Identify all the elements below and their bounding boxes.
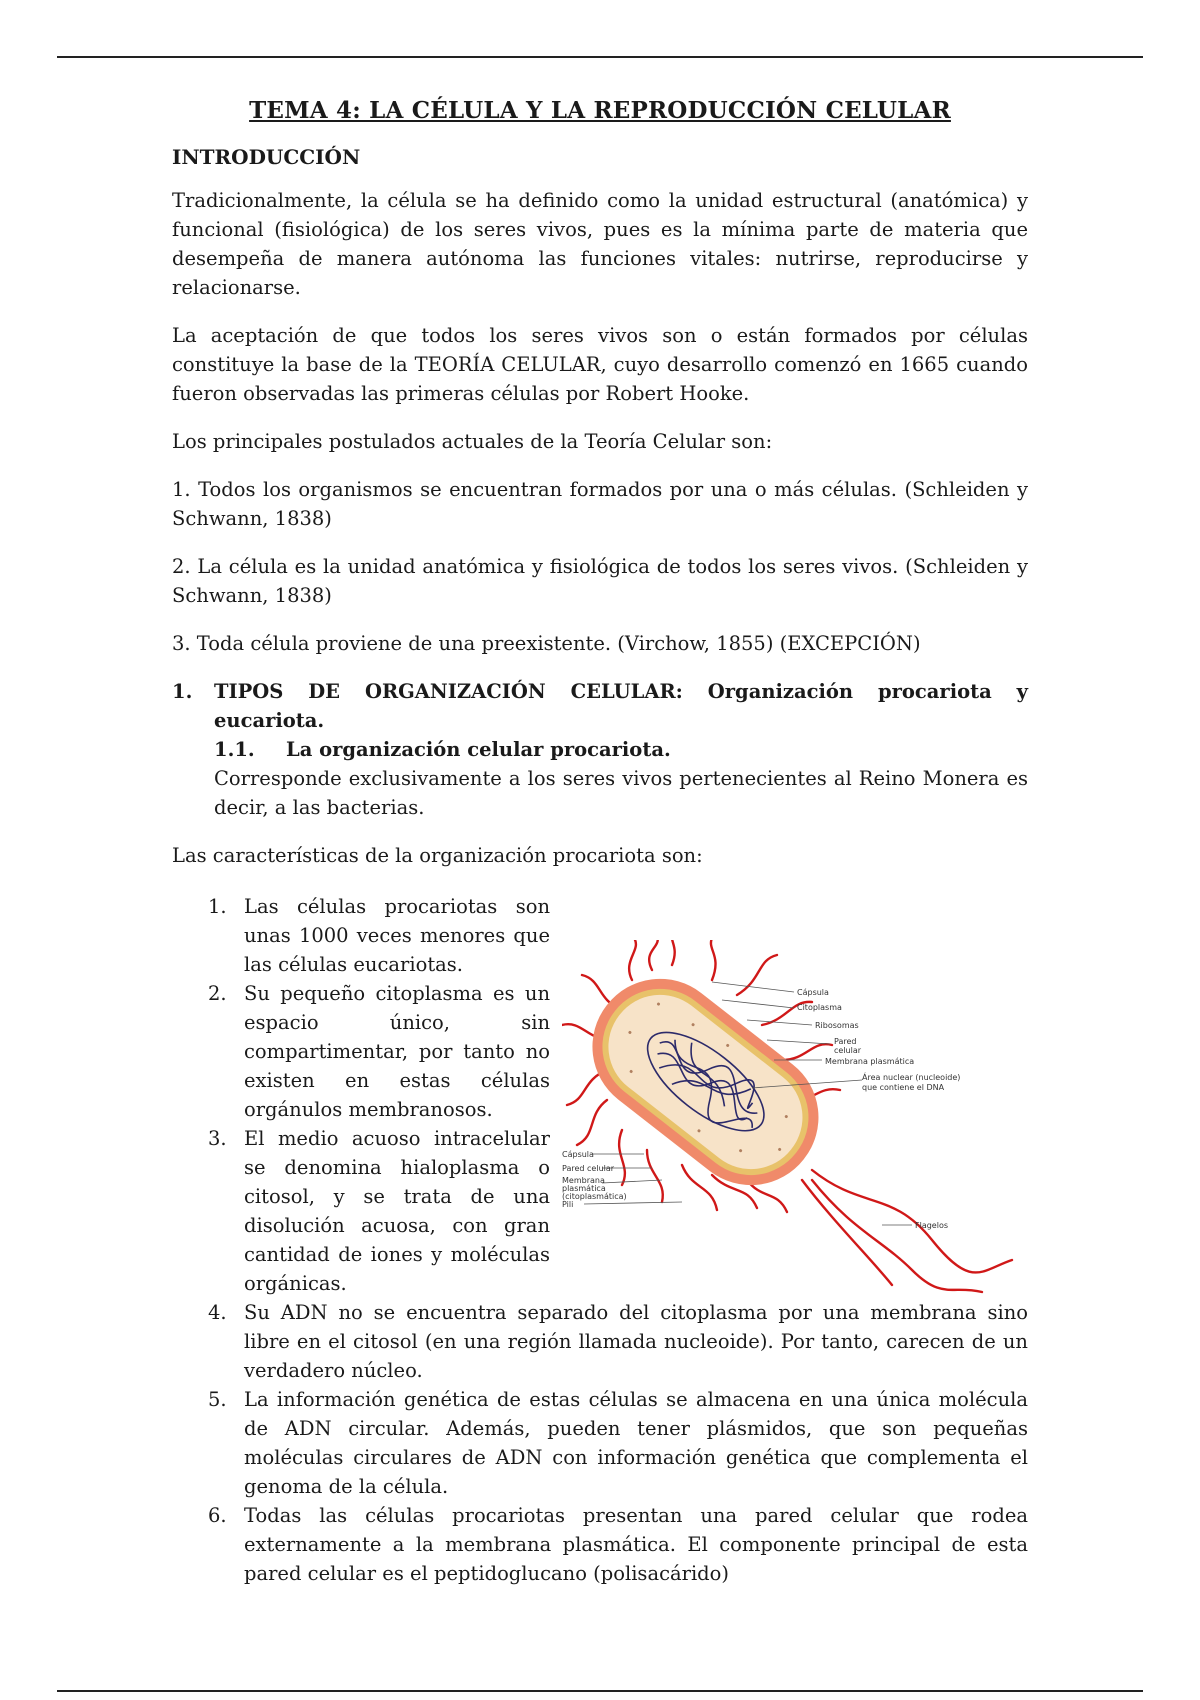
label-flagelos: Flagelos — [915, 1221, 949, 1230]
list-text: La información genética de estas células se almacena en una única molécula de ADN circular. Además, pueden tener plásmidos, que son pequeñas moléculas circulares de ADN con información genética que complementa el genoma de la célula. — [244, 1388, 1028, 1498]
list-text: Su pequeño citoplasma es un espacio único, sin compartimentar, por tanto no existen en estas células orgánulos membranosos. — [244, 982, 550, 1121]
list-text: Todas las células procariotas presentan una pared celular que rodea externamente a la membrana plasmática. El componente principal de esta pared celular es el peptidoglucano (polisacárido) — [244, 1504, 1028, 1585]
label-membrana: Membrana plasmática — [825, 1057, 915, 1066]
bottom-rule — [57, 1690, 1143, 1692]
label-membrana-left: plasmática — [562, 1184, 606, 1193]
subsection-title: La organización celular procariota. — [286, 738, 671, 761]
label-membrana-left: (citoplasmática) — [562, 1192, 627, 1201]
paragraph: La aceptación de que todos los seres vivos son o están formados por células constituye la base de la TEORÍA CELULAR, cuyo desarrollo comenzó en 1665 cuando fueron observadas las primeras células por Robert Hooke. — [172, 324, 1028, 405]
label-membrana-left: Membrana — [562, 1176, 605, 1185]
list-number: 6. — [208, 1504, 227, 1527]
subsection-heading — [214, 735, 1028, 764]
top-rule — [57, 56, 1143, 58]
label-nucleoide: que contiene el DNA — [862, 1083, 945, 1092]
label-pili: Pili — [562, 1200, 574, 1209]
document-body — [172, 96, 1028, 1588]
list-text: Las células procariotas son unas 1000 veces menores que las células eucariotas. — [244, 895, 550, 976]
postulate: 3. Toda célula proviene de una preexistente. (Virchow, 1855) (EXCEPCIÓN) — [172, 632, 921, 655]
list-number: 2. — [208, 982, 227, 1005]
paragraph: Los principales postulados actuales de la Teoría Celular son: — [172, 430, 773, 453]
subsection-number: 1.1. — [214, 738, 255, 761]
list-text: El medio acuoso intracelular se denomina hialoplasma o citosol, y se trata de una disolución acuosa, con gran cantidad de iones y moléculas orgánicas. — [244, 1127, 550, 1295]
list-number: 3. — [208, 1127, 227, 1150]
list-number: 4. — [208, 1301, 227, 1324]
paragraph: Tradicionalmente, la célula se ha definido como la unidad estructural (anatómica) y funcional (fisiológica) de los seres vivos, pues es la mínima parte de materia que desempeña de manera autónoma las funciones vitales: nutrirse, reproducirse y relacionarse. — [172, 189, 1028, 299]
label-citoplasma: Citoplasma — [797, 1003, 842, 1012]
subsection — [214, 735, 1028, 822]
label-capsula-left: Cápsula — [562, 1150, 594, 1159]
postulate: 2. La célula es la unidad anatómica y fisiológica de todos los seres vivos. (Schleiden y Schwann, 1838) — [172, 555, 1028, 607]
characteristics-intro: Las características de la organización procariota son: — [172, 844, 703, 867]
intro-heading: INTRODUCCIÓN — [172, 145, 361, 169]
subsection-text: Corresponde exclusivamente a los seres vivos pertenecientes al Reino Monera es decir, a las bacterias. — [214, 767, 1028, 819]
label-pared-left: Pared celular — [562, 1164, 615, 1173]
list-item — [172, 1501, 1028, 1588]
label-ribosomas: Ribosomas — [815, 1021, 859, 1030]
postulate: 1. Todos los organismos se encuentran formados por una o más células. (Schleiden y Schwann, 1838) — [172, 478, 1028, 530]
bacterium-illustration — [562, 940, 1032, 1310]
prokaryote-diagram — [562, 940, 1032, 1310]
section-title: TIPOS DE ORGANIZACIÓN CELULAR: Organización procariota y eucariota. — [214, 680, 1028, 732]
list-item — [172, 1298, 1028, 1385]
label-pared: celular — [834, 1046, 862, 1055]
section-number: 1. — [172, 680, 193, 703]
list-number: 1. — [208, 895, 227, 918]
label-capsula: Cápsula — [797, 988, 829, 997]
label-pared: Pared — [834, 1037, 857, 1046]
list-text: Su ADN no se encuentra separado del citoplasma por una membrana sino libre en el citosol (en una región llamada nucleoide). Por tanto, carecen de un verdadero núcleo. — [244, 1301, 1028, 1382]
list-number: 5. — [208, 1388, 227, 1411]
label-nucleoide: Área nuclear (nucleoide) — [862, 1073, 961, 1082]
list-item — [172, 1385, 1028, 1501]
section-heading — [172, 677, 1028, 735]
page-title: TEMA 4: LA CÉLULA Y LA REPRODUCCIÓN CELULAR — [249, 97, 951, 124]
